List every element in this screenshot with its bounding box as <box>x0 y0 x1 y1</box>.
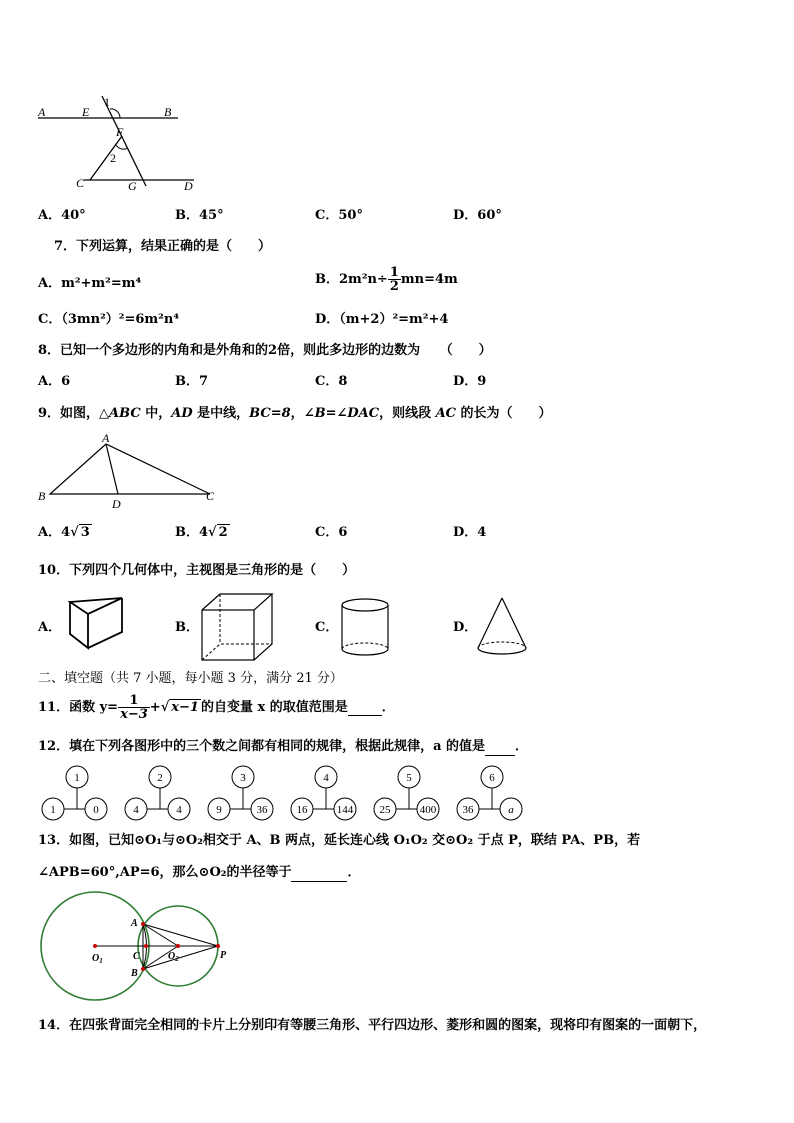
q12-value-right: 0 <box>93 804 99 816</box>
q13-figure <box>36 888 246 1008</box>
q9-stem <box>38 406 552 422</box>
q9-label-b: B <box>38 489 46 503</box>
q13-end: ． <box>347 865 361 880</box>
q12-value-top: 1 <box>74 772 80 784</box>
q9-ad: AD <box>171 406 193 421</box>
q12-group-6 <box>457 766 522 820</box>
q13-label-o1-sub: 1 <box>99 957 103 965</box>
q9-option-a <box>38 525 92 541</box>
q10-prism-figure <box>66 596 126 652</box>
q7-b-post: mn=4m <box>400 272 458 287</box>
q9-b-radicand: 2 <box>218 525 228 540</box>
q12-value-top: 4 <box>323 772 329 784</box>
prism-top-face <box>70 598 122 614</box>
q11-pre: 11．函数 y= <box>38 700 119 715</box>
cube-hidden-edges <box>202 644 272 660</box>
q9-label-a: A <box>102 431 110 445</box>
q12-value-top: 3 <box>240 772 246 784</box>
q9-sep: ， <box>290 406 304 421</box>
q13-answer-blank[interactable] <box>291 865 347 882</box>
q10-label-d: D． <box>453 620 478 635</box>
q11-num: 1 <box>118 694 150 708</box>
q9-option-d: D．4 <box>453 525 487 540</box>
q13-label-o2-letter: O <box>168 951 176 962</box>
q6-option-b: B．45° <box>175 208 224 223</box>
q12-group-4 <box>291 766 356 820</box>
q12-value-top: 5 <box>406 772 412 784</box>
cone-right <box>502 598 526 648</box>
q7-stem: 7．下列运算，结果正确的是（ ） <box>54 239 272 254</box>
cylinder-top <box>342 599 388 611</box>
point-a <box>141 922 145 926</box>
q9-figure <box>34 432 224 512</box>
q14-line1: 14．在四张背面完全相同的卡片上分别印有等腰三角形、平行四边形、菱形和圆的图案，现将印有图案的一面朝下， <box>38 1018 707 1033</box>
cylinder-bottom-front <box>342 649 388 655</box>
q13-label-a: A <box>131 918 138 929</box>
q9-stem-end: 的长为（ ） <box>456 406 552 421</box>
q12-value-left: 25 <box>379 804 391 816</box>
q13-label-o2-sub: 2 <box>175 955 179 963</box>
q9-stem-mid2: 是中线， <box>192 406 250 421</box>
q6-figure <box>34 92 204 198</box>
q7-option-d: D．（m+2）²=m²+4 <box>315 312 449 327</box>
point-p <box>216 944 220 948</box>
q8-option-a: A．6 <box>38 374 71 389</box>
q12-group-1 <box>42 766 107 820</box>
q12-answer-blank[interactable] <box>485 739 515 756</box>
q11-sqrt-sign: √ <box>160 700 170 715</box>
q12-value-right: 144 <box>336 804 354 816</box>
q9-b-sqrt-sign: √ <box>208 525 217 540</box>
q10-cube-figure <box>198 592 276 664</box>
q9-stem-pre: 9．如图， <box>38 406 100 421</box>
line-transversal <box>102 96 146 186</box>
q6-option-a: A．40° <box>38 208 86 223</box>
q11-answer-blank[interactable] <box>348 701 382 716</box>
q12-value-left: 1 <box>50 804 56 816</box>
q9-angle: ∠B=∠DAC <box>303 406 380 421</box>
q12-group-5 <box>374 766 439 820</box>
cone-base-back <box>478 642 526 648</box>
q9-a-radicand: 3 <box>80 525 90 540</box>
q7-option-b <box>315 266 458 293</box>
q11-plus: + <box>149 700 161 715</box>
q11-den: x−3 <box>120 707 148 722</box>
q12-value-left: 4 <box>133 804 139 816</box>
q13-label-p: P <box>220 950 227 961</box>
point-o2 <box>176 944 180 948</box>
q13-label-o2 <box>168 951 179 963</box>
q9-stem-mid1: 中， <box>140 406 172 421</box>
point-c <box>144 944 148 948</box>
q7-option-c: C．（3mn²）²=6m²n⁴ <box>38 312 180 327</box>
label-angle2: 2 <box>110 151 116 165</box>
section-2-title: 二、填空题（共 7 小题，每小题 3 分，满分 21 分） <box>38 671 343 686</box>
q8-option-b: B．7 <box>175 374 209 389</box>
q8-option-c: C．8 <box>315 374 348 389</box>
q13-line2-text: ∠APB=60°,AP=6，那么⊙O₂的半径等于 <box>38 865 292 880</box>
q9-median-ad <box>106 444 118 494</box>
cube-top-right <box>202 594 272 610</box>
q10-label-c: C． <box>315 620 339 635</box>
q9-option-c: C．6 <box>315 525 348 540</box>
q11-post: 的自变量 x 的取值范围是 <box>200 700 348 715</box>
q7-option-a: A．m²+m²=m⁴ <box>38 276 142 291</box>
q10-cone-figure <box>474 594 530 660</box>
q9-label-d: D <box>112 497 121 511</box>
q13-label-o1-letter: O <box>92 953 100 964</box>
q9-a-pre: A．4 <box>38 525 71 540</box>
label-e: E <box>82 105 90 119</box>
point-b <box>141 967 145 971</box>
cube-right <box>254 594 272 660</box>
q7-b-pre: B．2m²n÷ <box>315 272 388 287</box>
q12-value-right: 4 <box>176 804 182 816</box>
q6-option-c: C．50° <box>315 208 363 223</box>
q13-line1: 13．如图，已知⊙O₁与⊙O₂相交于 A、B 两点，延长连心线 O₁O₂ 交⊙O₂ 于点 P，联结 PA、PB，若 <box>38 833 641 848</box>
q12-value-left: 16 <box>296 804 308 816</box>
q10-cylinder-figure <box>338 596 394 660</box>
cone-base-front <box>478 648 526 654</box>
q9-option-b <box>175 525 230 541</box>
q12-value-right: 36 <box>256 804 268 816</box>
q12-end: ． <box>515 739 529 754</box>
q7-b-num: 1 <box>389 265 399 280</box>
q12-value-top: 2 <box>157 772 163 784</box>
label-a: A <box>38 105 46 119</box>
q12-stem <box>38 739 528 756</box>
q13-label-b: B <box>131 968 138 979</box>
q11 <box>38 694 395 721</box>
q9-triangle: △ABC <box>99 406 141 421</box>
label-d: D <box>184 179 193 193</box>
q12-value-left: 9 <box>216 804 222 816</box>
label-c: C <box>76 176 85 190</box>
q6-option-d: D．60° <box>453 208 502 223</box>
q7-b-fraction <box>388 266 401 293</box>
q12-group-3 <box>208 766 273 820</box>
cone-left <box>478 598 502 648</box>
q12-group-2 <box>125 766 190 820</box>
line-p-a <box>143 924 218 946</box>
q9-b-pre: B．4 <box>175 525 209 540</box>
q9-a-sqrt-sign: √ <box>70 525 79 540</box>
label-angle1: 1 <box>104 95 110 109</box>
q12-value-right: 400 <box>419 804 437 816</box>
label-f: F <box>116 125 124 139</box>
q9-label-c: C <box>206 489 215 503</box>
label-g: G <box>128 179 137 193</box>
q9-bc: BC=8 <box>249 406 291 421</box>
q11-radicand: x−1 <box>171 700 199 715</box>
line-p-b <box>143 946 218 969</box>
q10-stem: 10．下列四个几何体中，主视图是三角形的是（ ） <box>38 563 356 578</box>
q7-b-den: 2 <box>389 279 399 294</box>
q9-triangle-shape <box>50 444 210 494</box>
q12-value-top: 6 <box>489 772 495 784</box>
q12-value-right: a <box>508 804 514 816</box>
q10-label-a: A． <box>38 620 62 635</box>
q13-label-o1 <box>92 953 103 965</box>
q12-pattern-figure <box>36 764 526 822</box>
cylinder-bottom-back <box>342 643 388 649</box>
q9-stem-mid3: ，则线段 <box>379 406 436 421</box>
q8-stem: 8．已知一个多边形的内角和是外角和的2倍，则此多边形的边数为 （ ） <box>38 343 492 358</box>
q11-end: ． <box>381 700 395 715</box>
line-cf <box>90 136 122 180</box>
q9-ac: AC <box>435 406 457 421</box>
q13-label-c: C <box>133 951 140 962</box>
q11-fraction <box>118 694 150 721</box>
q8-option-d: D．9 <box>453 374 487 389</box>
q12-stem-text: 12．填在下列各图形中的三个数之间都有相同的规律，根据此规律，a 的值是 <box>38 739 486 754</box>
point-o1 <box>93 944 97 948</box>
q13-line2 <box>38 865 360 882</box>
q10-label-b: B． <box>175 620 199 635</box>
label-b: B <box>164 105 172 119</box>
q12-value-left: 36 <box>462 804 474 816</box>
